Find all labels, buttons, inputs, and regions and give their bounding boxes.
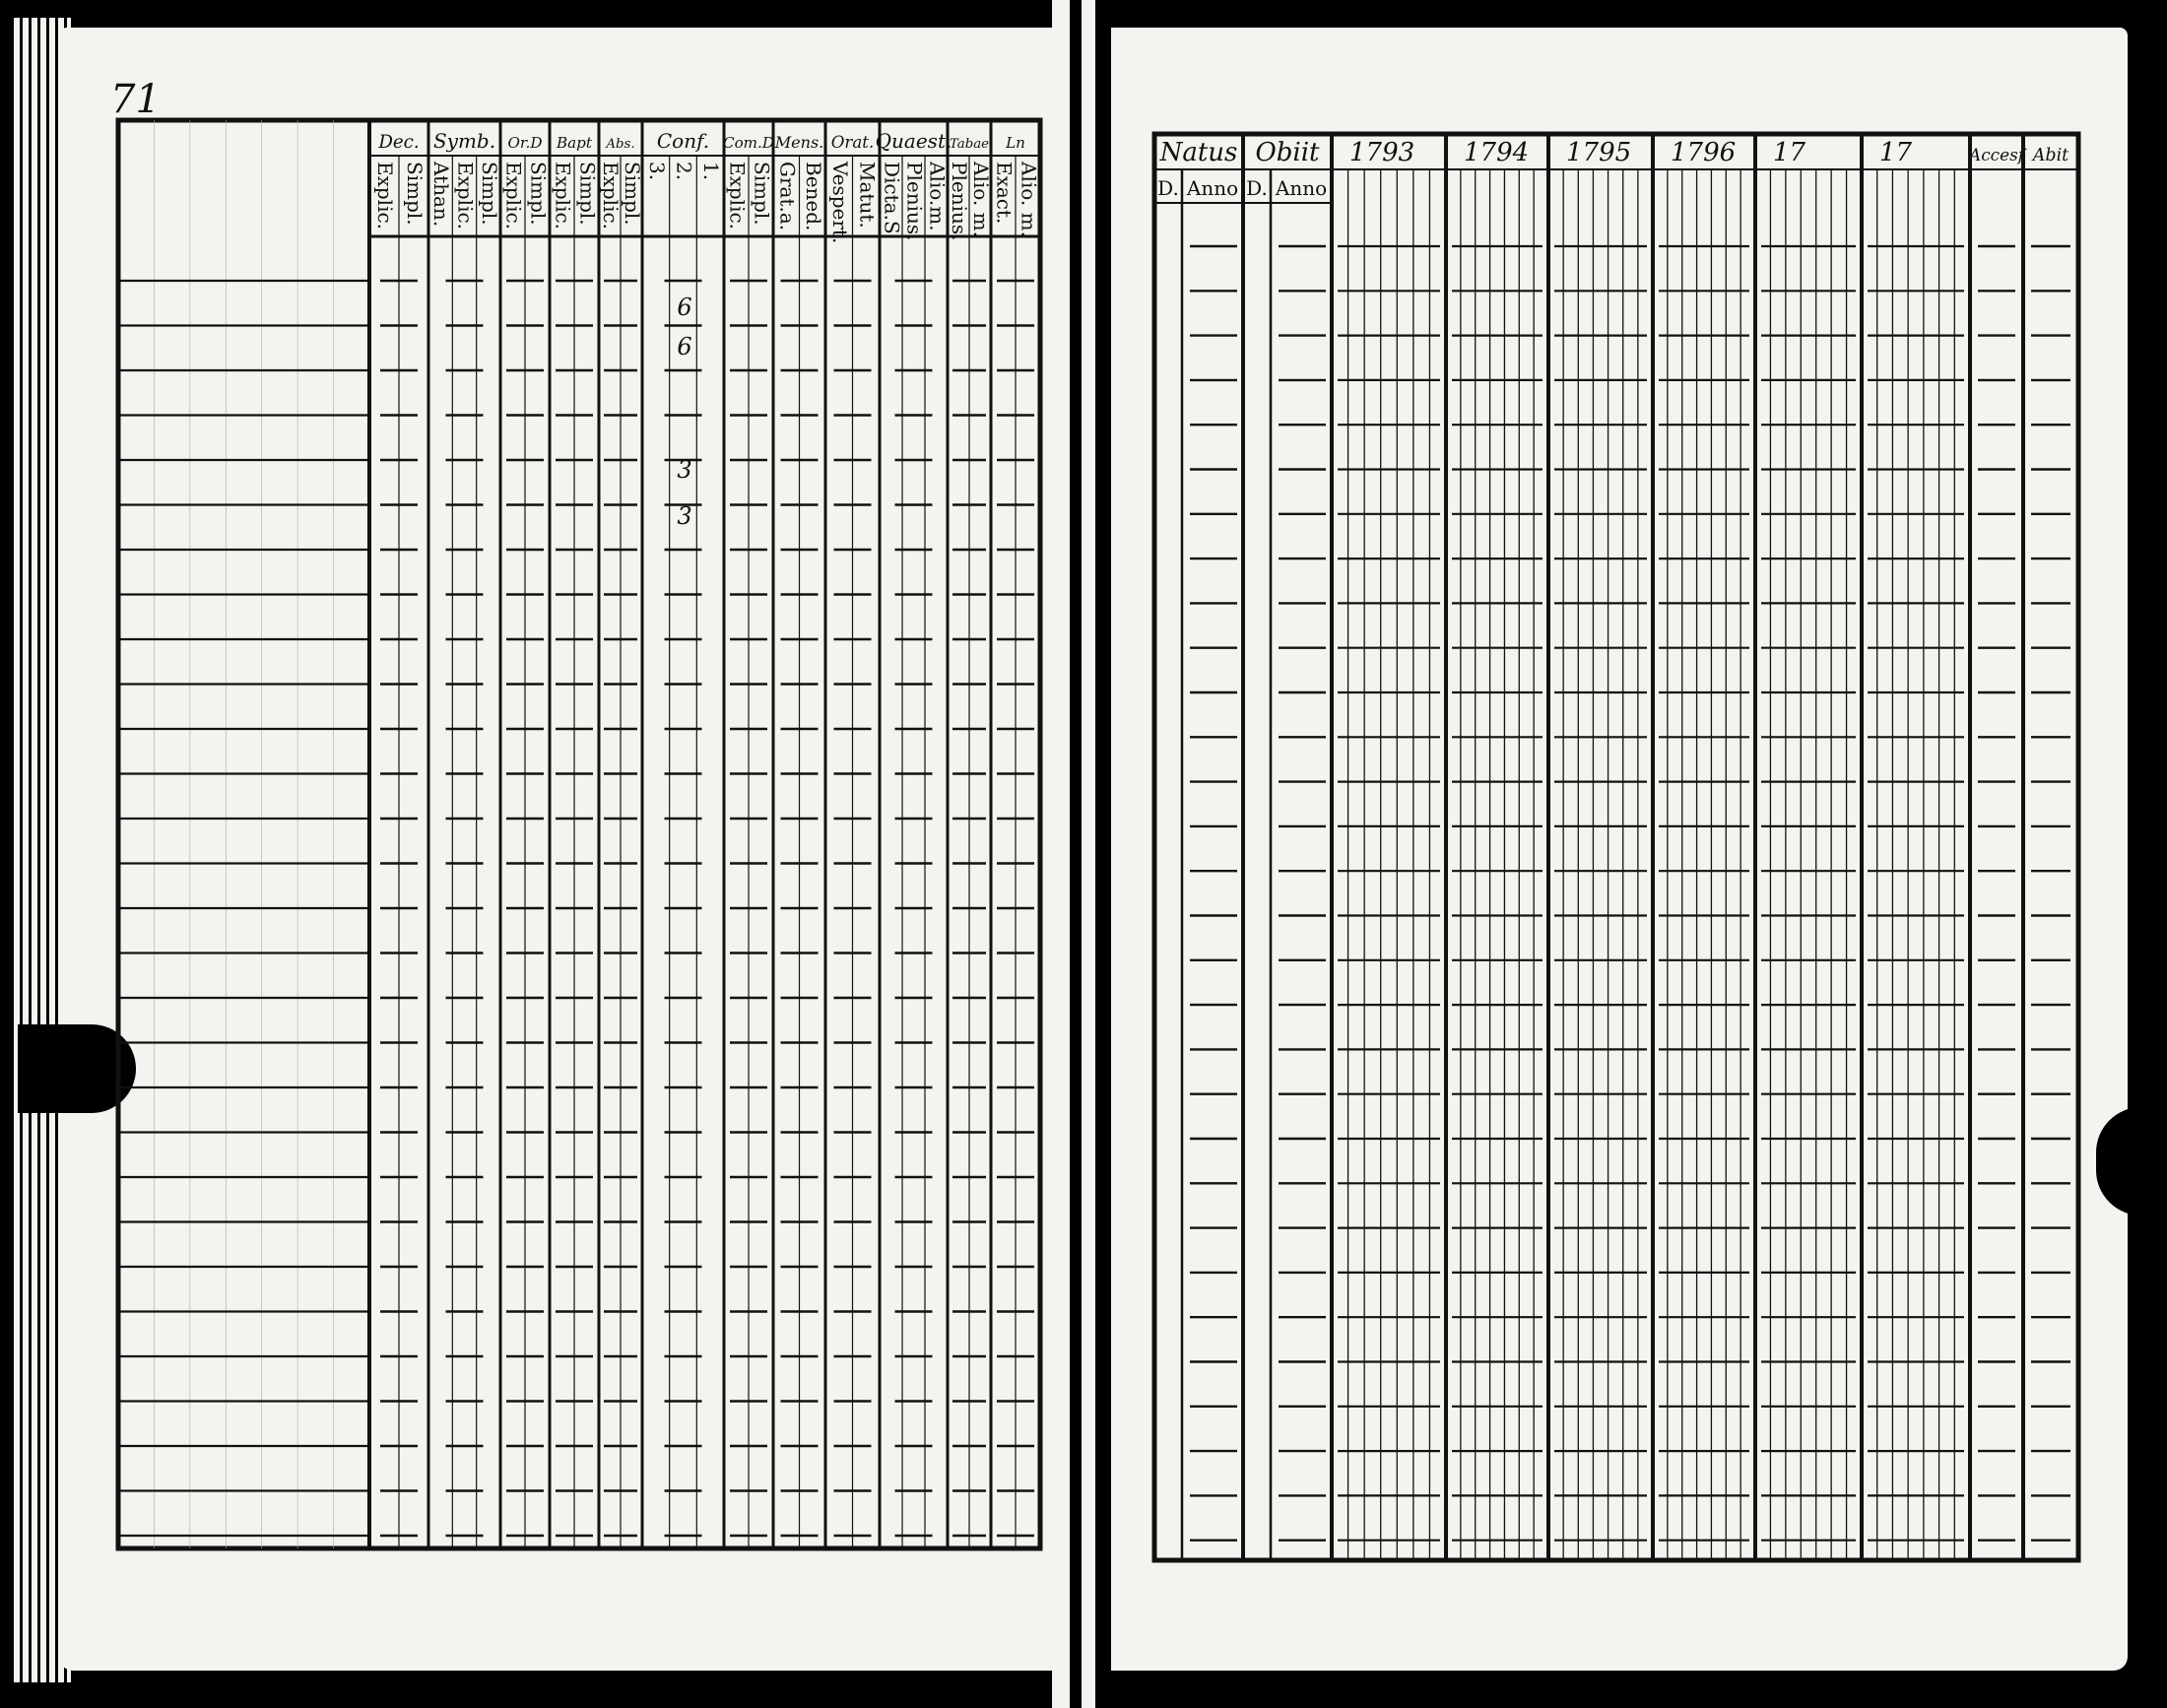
left-subcolumn-label: Dicta.S. [880,162,904,240]
right-column-header: 1796 [1671,138,1737,167]
handwritten-mark: 3 [677,456,692,484]
left-subcolumn-label: Simpl. [575,162,600,226]
left-subcolumn-label: Athan. [429,162,454,228]
right-column-header: Natus [1159,138,1238,167]
right-column-header: Obiit [1255,138,1320,167]
left-subcolumn-label: Vespert. [827,162,852,244]
right-subcolumn-label: D. [1157,176,1179,200]
left-subcolumn-label: Exact. [992,162,1017,225]
right-column-header: 17 [1879,138,1913,167]
left-subcolumn-label: Alio.m. [925,162,950,231]
handwritten-mark: 6 [677,333,692,361]
right-subcolumn-label: D. [1246,176,1268,200]
right-column-header: 1795 [1566,138,1632,167]
left-column-header: Symb. [432,129,496,153]
left-subcolumn-label: Alio. m. [1017,162,1041,237]
right-column-header: Abit [2032,146,2069,165]
right-table-frame [1154,134,2078,1560]
page-number: 71 [110,77,161,122]
left-column-header: Abs. [606,137,635,152]
left-column-header: Quaest. [875,129,952,153]
left-subcolumn-label: Explic. [725,162,750,230]
right-column-header: Accesf [1969,145,2024,164]
left-subcolumn-label: Explic. [453,162,478,230]
left-subcolumn-label: Alio. m. [969,162,993,237]
left-column-header: Com.D [722,134,775,152]
left-subcolumn-label: Simpl. [403,162,427,226]
left-column-header: Bapt [557,134,592,152]
left-subcolumn-label: Bened. [801,162,825,231]
left-subcolumn-label: Explic. [599,162,623,230]
right-column-header: 17 [1773,138,1806,167]
left-subcolumn-label: Matut. [855,162,880,229]
left-subcolumn-label: 1. [699,162,724,181]
left-subcolumn-label: 2. [672,162,696,181]
left-column-header: Tabae [949,137,990,152]
left-column-header: Ln [1006,134,1025,152]
left-subcolumn-label: 3. [644,162,669,181]
right-column-header: 1793 [1349,138,1415,167]
right-subcolumn-label: Anno [1186,176,1239,200]
left-column-header: Dec. [378,132,420,153]
handwritten-mark: 6 [677,294,692,321]
left-subcolumn-label: Simpl. [526,162,551,226]
left-subcolumn-label: Explic. [373,162,397,230]
left-column-header: Conf. [656,129,710,153]
left-subcolumn-label: Grat.a. [775,162,800,231]
left-column-header: Or.D [507,134,543,152]
right-column-header: 1794 [1464,138,1530,167]
handwritten-mark: 3 [677,502,692,530]
left-subcolumn-label: Plenius. [948,162,971,241]
left-subcolumn-label: Simpl. [750,162,774,226]
left-column-header: Orat. [830,133,875,152]
left-subcolumn-label: Simpl. [477,162,501,226]
left-subcolumn-label: Explic. [501,162,526,230]
left-subcolumn-label: Plenius. [902,162,927,241]
left-column-header: Mens. [774,133,824,152]
right-subcolumn-label: Anno [1275,176,1328,200]
left-subcolumn-label: Explic. [551,162,575,230]
left-subcolumn-label: Simpl. [621,162,644,226]
